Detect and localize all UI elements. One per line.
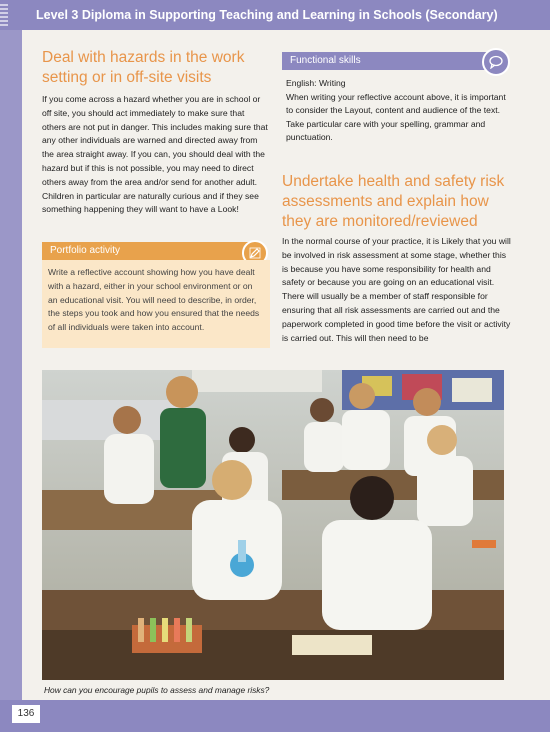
- risk-assessment-heading: Undertake health and safety risk assessments and explain how they are monitored/reviewed: [282, 173, 505, 230]
- footer-band: [0, 700, 550, 732]
- running-header-title: Level 3 Diploma in Supporting Teaching and Learning in Schools (Secondary): [36, 8, 498, 22]
- portfolio-activity-heading: Portfolio activity: [50, 245, 121, 256]
- left-margin-band: [0, 30, 22, 732]
- functional-skills-text: When writing your reflective account above, it is important to consider the Layout, content and audience of the text. Take particular care with your spelling, grammar and punctuation.: [286, 92, 506, 143]
- photo-caption: How can you encourage pupils to assess and manage risks?: [44, 685, 270, 695]
- portfolio-activity-box: [42, 240, 270, 350]
- speech-bubble-icon: [482, 48, 510, 76]
- risk-assessment-paragraph: In the normal course of your practice, it is Likely that you will be involved in risk assessment at some stage, whether this is because you have some responsibility for health and safety or because you are going on an educational visit. There will usually be a member of staff responsible for ensuring that all risk assessments are carried out and the paperwork completed in good time before the visit or activity is carried out. This will then need to be: [282, 236, 511, 343]
- portfolio-activity-body: [42, 260, 270, 348]
- functional-skills-subheading: English: Writing: [286, 78, 346, 88]
- portfolio-activity-header: [42, 242, 252, 260]
- functional-skills-heading: Functional skills: [290, 55, 361, 66]
- portfolio-activity-text: Write a reflective account showing how you have dealt with a hazard, either in your school environment or on an educational visit. You will need to describe, in order, the steps you took and how you ensured that the needs of all individuals were taken into account.: [48, 267, 260, 333]
- functional-skills-header: [282, 52, 492, 70]
- hazards-heading: Deal with hazards in the work setting or in off-site visits: [42, 49, 245, 86]
- hazards-paragraph: If you come across a hazard whether you are in school or off site, you should act immediately to make sure that others are not put in danger. This includes making sure that any other individuals are warned and directed away from the area straight away. If you can, you should deal with the hazard but if this is not possible, you may need to direct others away from the area and/or send for another adult. Children in particular are naturally curious and if they see something happening they will want to have a Look!: [42, 94, 268, 215]
- science-lab-photo: [42, 370, 504, 680]
- page-number: 136: [12, 705, 40, 723]
- header-dots: [0, 4, 8, 26]
